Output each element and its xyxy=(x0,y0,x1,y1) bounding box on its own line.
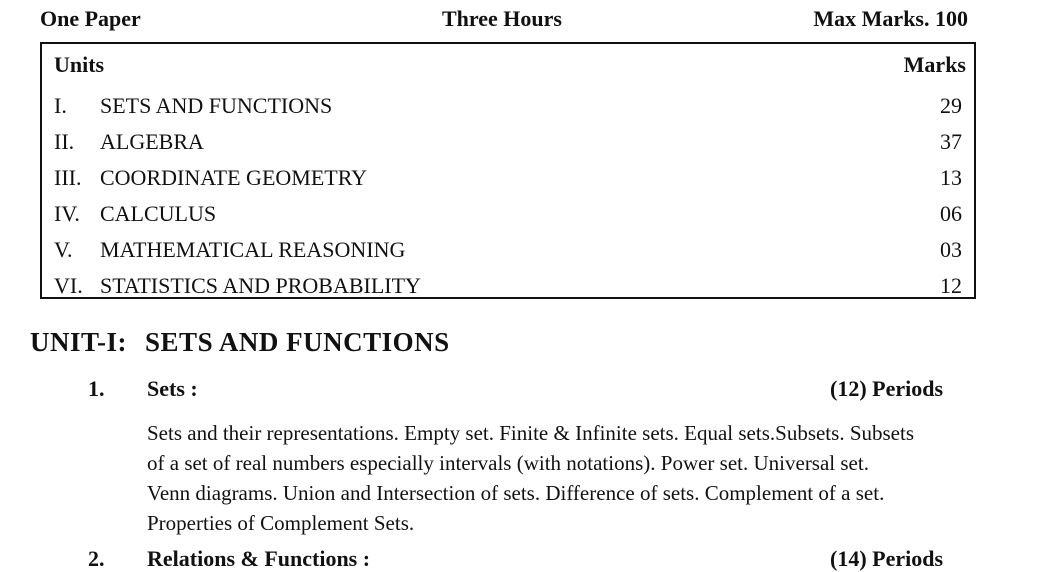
unit-number: I. xyxy=(54,93,67,118)
unit-number: V. xyxy=(54,237,73,262)
description-line: of a set of real numbers especially intervals (with notations). Power set. Universal set. xyxy=(147,451,869,475)
marks-column-header: Marks xyxy=(903,52,966,77)
unit-number: III. xyxy=(54,165,82,190)
section-title: Sets : xyxy=(147,376,198,401)
paper-duration: Three Hours xyxy=(442,6,562,31)
unit-name: SETS AND FUNCTIONS xyxy=(100,93,333,118)
unit-name: CALCULUS xyxy=(100,201,217,226)
max-marks: Max Marks. 100 xyxy=(813,6,968,31)
section-number: 1. xyxy=(88,376,105,401)
unit-name: COORDINATE GEOMETRY xyxy=(100,165,368,190)
table-row xyxy=(54,129,962,159)
unit-name: STATISTICS AND PROBABILITY xyxy=(100,273,421,298)
description-line: Properties of Complement Sets. xyxy=(147,511,415,535)
unit-name: ALGEBRA xyxy=(100,129,204,154)
unit-number: II. xyxy=(54,129,75,154)
section-periods: (14) Periods xyxy=(830,546,944,571)
unit-marks: 06 xyxy=(940,201,962,226)
unit-marks: 03 xyxy=(940,237,962,262)
unit-number: VI. xyxy=(54,273,83,298)
units-column-header: Units xyxy=(54,52,105,77)
marks-table xyxy=(40,42,976,299)
table-row xyxy=(54,273,962,303)
section-title: Relations & Functions : xyxy=(147,546,371,571)
table-row xyxy=(54,93,962,123)
unit-marks: 29 xyxy=(940,93,962,118)
unit-title: SETS AND FUNCTIONS xyxy=(145,327,450,357)
unit-name: MATHEMATICAL REASONING xyxy=(100,237,406,262)
description-line: Venn diagrams. Union and Intersection of sets. Difference of sets. Complement of a set. xyxy=(147,481,885,505)
description-line: Sets and their representations. Empty set. Finite & Infinite sets. Equal sets.Subsets. Subsets xyxy=(147,421,914,445)
unit-label: UNIT-I: xyxy=(30,327,128,357)
unit-marks: 13 xyxy=(940,165,962,190)
table-row xyxy=(54,201,962,231)
section-number: 2. xyxy=(88,546,105,571)
table-row xyxy=(54,237,962,267)
paper-count: One Paper xyxy=(40,6,141,31)
unit-heading xyxy=(30,327,450,358)
unit-marks: 37 xyxy=(940,129,962,154)
section-description xyxy=(147,418,977,538)
unit-number: IV. xyxy=(54,201,80,226)
paper-header xyxy=(40,6,968,36)
table-row xyxy=(54,165,962,195)
section-periods: (12) Periods xyxy=(830,376,944,401)
unit-marks: 12 xyxy=(940,273,962,298)
table-header xyxy=(54,52,966,78)
